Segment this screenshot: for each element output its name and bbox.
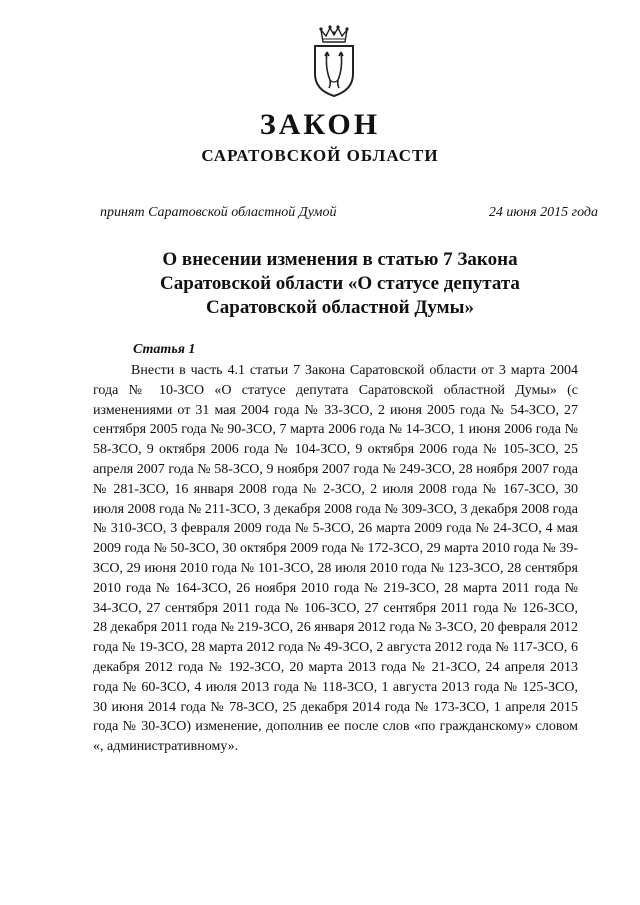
saratov-coat-of-arms-icon <box>308 22 360 98</box>
document-title: ЗАКОН <box>259 108 381 141</box>
article-heading: Статья 1 <box>133 342 196 357</box>
article-text: Внести в часть 4.1 статьи 7 Закона Саратовской области от 3 марта 2004 года № 10-ЗСО «О статусе депутата Саратовской областной Думы» (с изменениями от 31 мая 2004 года № 33-ЗСО, 2 июня 2005 года № 54-ЗСО, 27 сентября 2005 года № 90-ЗСО, 7 марта 2006 года № 14-ЗСО, 1 июня 2006 года № 58-ЗСО, 9 октября 2006 года № 104-ЗСО, 9 октября 2006 года № 105-ЗСО, 25 апреля 2007 года № 58-ЗСО, 9 ноября 2007 года № 249-ЗСО, 28 ноября 2007 года № 281-ЗСО, 16 января 2008 года № 2-ЗСО, 2 июля 2008 года № 167-ЗСО, 30 июля 2008 года № 211-ЗСО, 3 декабря 2008 года № 309-ЗСО, 3 декабря 2008 года № 310-ЗСО, 3 февраля 2009 года № 5-ЗСО, 26 марта 2009 года № 24-ЗСО, 4 мая 2009 года № 50-ЗСО, 30 октября 2009 года № 172-ЗСО, 29 марта 2010 года № 39-ЗСО, 29 июня 2010 года № 101-ЗСО, 28 июля 2010 года № 123-ЗСО, 28 сентября 2010 года № 164-ЗСО, 26 ноября 2010 года № 219-ЗСО, 28 марта 2011 года № 34-ЗСО, 27 сентября 2011 года № 106-ЗСО, 27 сентября 2011 года № 126-ЗСО, 28 декабря 2011 года № 219-ЗСО, 26 января 2012 года № 3-ЗСО, 20 февраля 2012 года № 19-ЗСО, 28 марта 2012 года № 49-ЗСО, 2 августа 2012 года № 117-ЗСО, 6 декабря 2012 года № 192-ЗСО, 20 марта 2013 года № 21-ЗСО, 24 апреля 2013 года № 60-ЗСО, 4 июля 2013 года № 118-ЗСО, 1 августа 2013 года № 125-ЗСО, 30 июня 2014 года № 78-ЗСО, 25 декабря 2014 года № 173-ЗСО, 1 апреля 2015 года № 30-ЗСО) изменение, дополнив ее после слов «по гражданскому» словом «, административному». <box>93 363 578 755</box>
adoption-date: 24 июня 2015 года <box>488 205 598 220</box>
adoption-note: принят Саратовской областной Думой <box>100 205 337 220</box>
law-name: О внесении изменения в статью 7 Закона Саратовской области «О статусе депутата Саратовской областной Думы» <box>160 249 520 318</box>
document-subtitle: САРАТОВСКОЙ ОБЛАСТИ <box>201 146 439 165</box>
